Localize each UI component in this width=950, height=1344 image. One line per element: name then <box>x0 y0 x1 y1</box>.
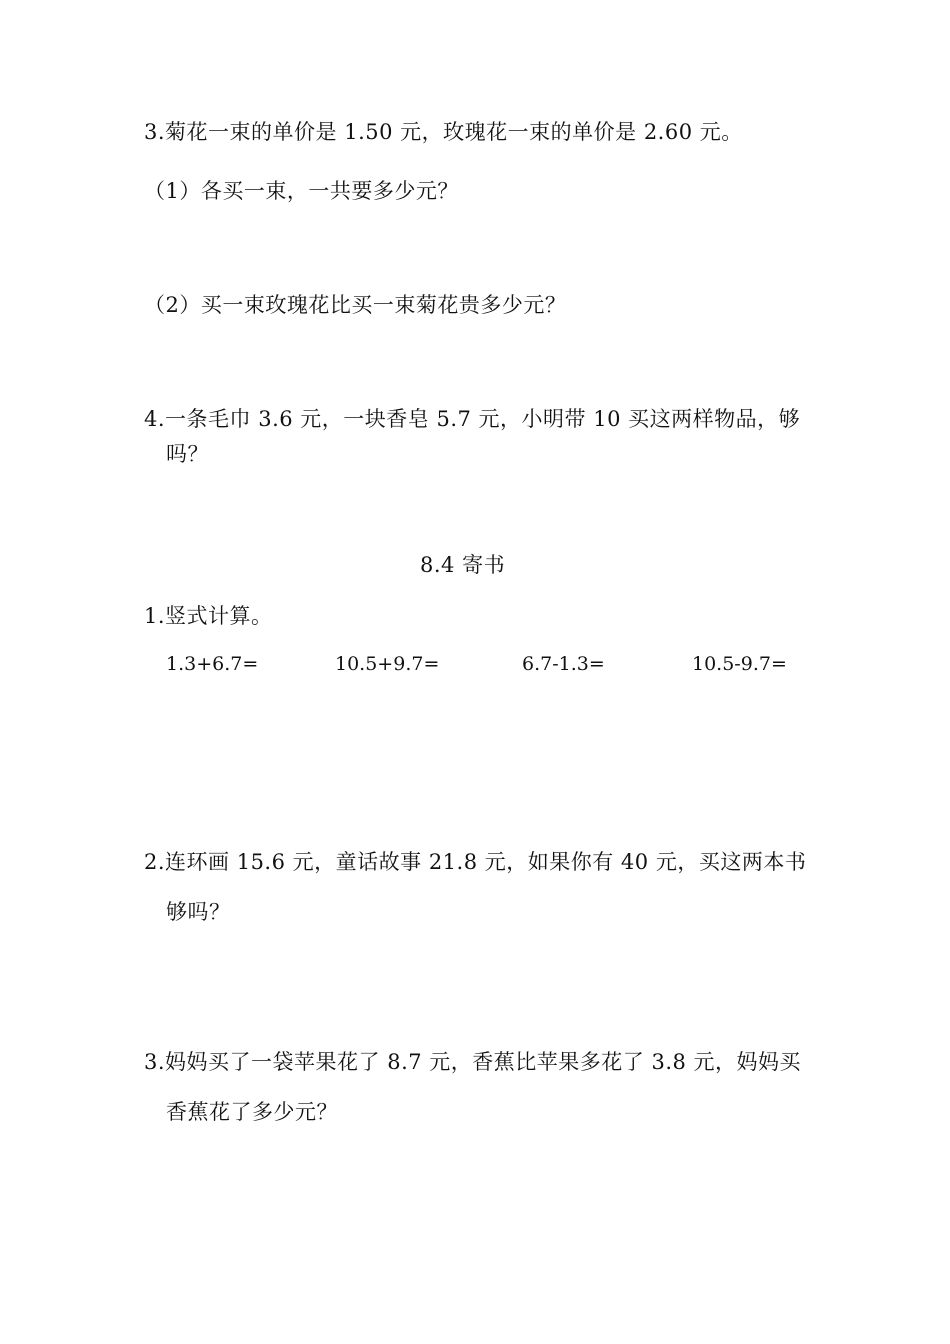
question-3-stem: 3.菊花一束的单价是 1.50 元，玫瑰花一束的单价是 2.60 元。 <box>144 120 743 144</box>
question-3-part-2: （2）买一束玫瑰花比买一束菊花贵多少元？ <box>144 293 567 317</box>
question-4-line-2: 吗？ <box>166 442 209 466</box>
section-question-3-line-2: 香蕉花了多少元？ <box>166 1100 338 1124</box>
section-title: 8.4 寄书 <box>420 553 506 577</box>
calc-item-1: 1.3+6.7= <box>166 653 259 675</box>
question-3-part-1: （1）各买一束，一共要多少元？ <box>144 179 459 203</box>
calc-item-4: 10.5-9.7= <box>692 653 787 675</box>
question-4-line-1: 4.一条毛巾 3.6 元，一块香皂 5.7 元，小明带 10 买这两样物品，够 <box>144 407 801 431</box>
calc-item-2: 10.5+9.7= <box>335 653 440 675</box>
section-question-1-stem: 1.竖式计算。 <box>144 604 273 628</box>
calc-item-3: 6.7-1.3= <box>522 653 605 675</box>
section-question-2-line-1: 2.连环画 15.6 元，童话故事 21.8 元，如果你有 40 元，买这两本书 <box>144 850 807 874</box>
section-question-2-line-2: 够吗？ <box>166 900 231 924</box>
section-question-3-line-1: 3.妈妈买了一袋苹果花了 8.7 元，香蕉比苹果多花了 3.8 元，妈妈买 <box>144 1050 802 1074</box>
